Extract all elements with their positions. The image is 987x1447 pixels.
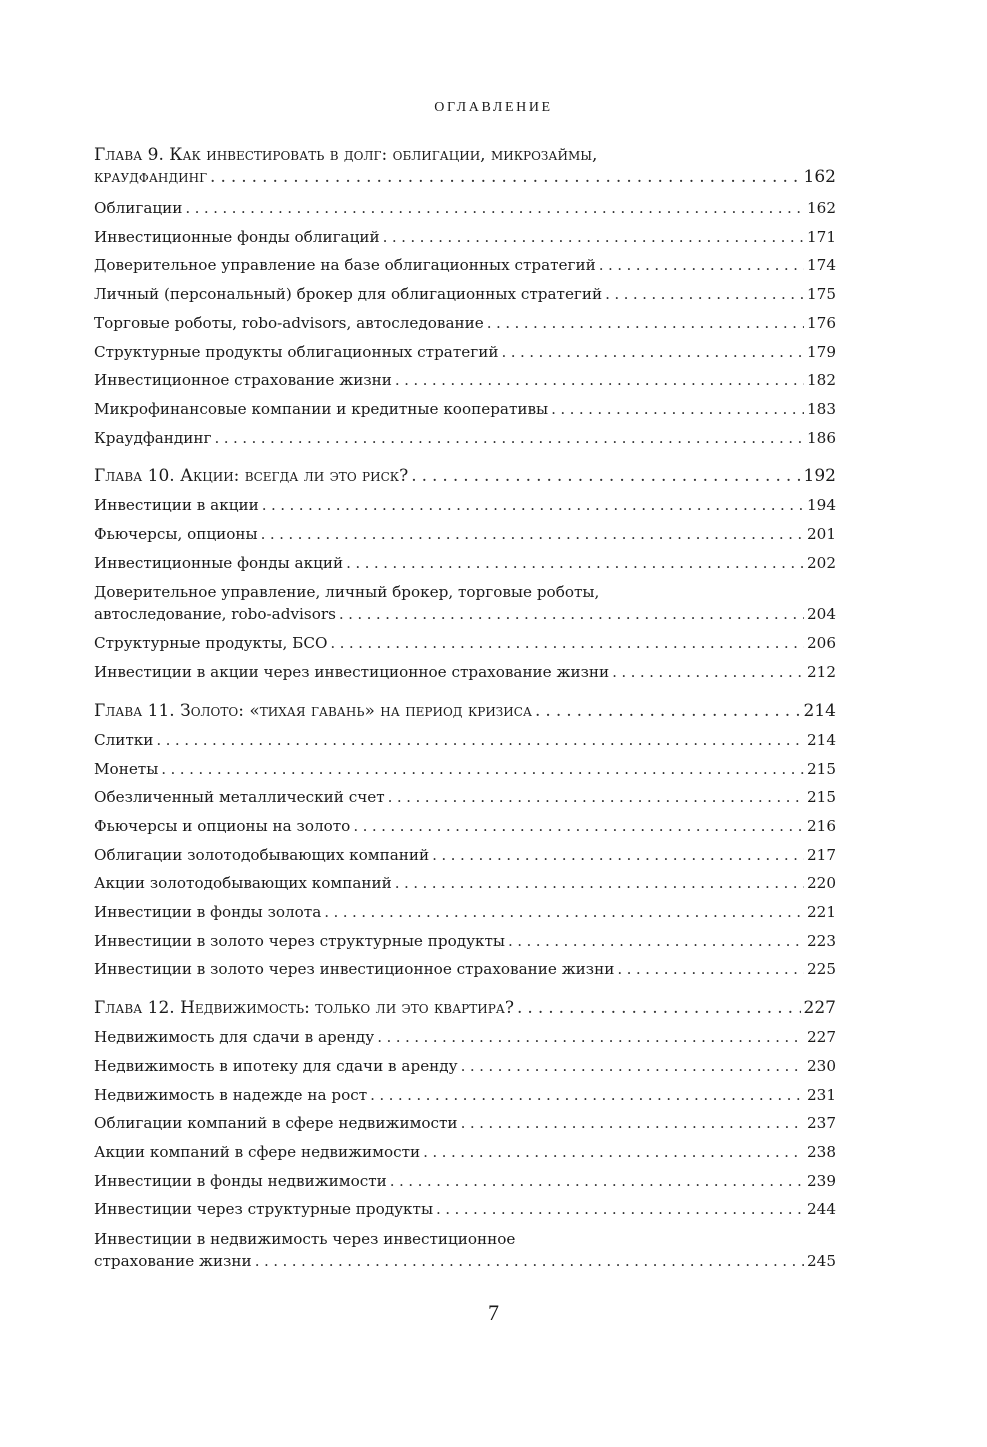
chapter-title-line2: краудфандинг [94,167,208,187]
chapter-10 [94,461,836,687]
entry-label: Торговые роботы, robo-advisors, автоследование [94,313,484,332]
dot-leader [461,1109,804,1138]
toc-entry[interactable] [94,955,836,984]
toc-entry[interactable] [94,309,836,338]
chapter-title-line1: Глава 9. Как инвестировать в долг: облигации, микрозаймы, [94,145,598,165]
toc-entry[interactable] [94,581,836,625]
entry-label: Инвестиции в фонды золота [94,903,322,922]
entry-page: 162 [807,199,836,217]
toc-entry[interactable] [94,223,836,252]
entry-page: 223 [807,931,836,950]
dot-leader [423,1138,804,1167]
chapter-title: Глава 11. Золото: «тихая гавань» на период кризиса [94,700,533,721]
dot-leader [605,280,804,309]
entry-label: Облигации [94,199,183,217]
entry-page: 220 [807,874,836,893]
entry-page: 174 [807,256,836,275]
entry-label: Монеты [94,759,159,778]
chapter-11 [94,696,836,984]
entry-label: Слитки [94,730,154,749]
entry-page: 215 [807,788,836,807]
toc-entry[interactable] [94,251,836,280]
entry-page: 175 [807,285,836,304]
toc-entry[interactable] [94,841,836,870]
entry-page: 237 [807,1114,836,1133]
toc-entry[interactable] [94,520,836,549]
dot-leader [395,366,804,395]
chapter-heading[interactable] [94,144,836,188]
dot-leader [517,993,801,1023]
entry-label-line2: автоследование, robo-advisors [94,605,336,624]
dot-leader [156,726,804,755]
toc-entry[interactable] [94,658,836,687]
toc-entry[interactable] [94,726,836,755]
toc-entry[interactable] [94,280,836,309]
dot-leader [501,338,804,367]
dot-leader [388,783,804,812]
entry-page: 217 [807,845,836,864]
toc-entry[interactable] [94,366,836,395]
entry-page: 204 [807,605,836,624]
dot-leader [395,869,804,898]
chapter-9 [94,144,836,452]
dot-leader [161,755,804,784]
entry-page: 238 [807,1142,836,1161]
toc-entry[interactable] [94,424,836,453]
entry-label: Инвестиции через структурные продукты [94,1200,434,1219]
entry-page: 179 [807,342,836,361]
entry-label-line1: Инвестиции в недвижимость через инвестиционное [94,1230,516,1249]
entry-page: 202 [807,553,836,572]
toc-entry[interactable] [94,1023,836,1052]
entry-label: Недвижимость в надежде на рост [94,1085,368,1104]
dot-leader [262,491,804,520]
dot-leader [330,629,804,658]
toc-entry[interactable] [94,1052,836,1081]
entry-page: 194 [807,496,836,515]
entry-label: Облигации компаний в сфере недвижимости [94,1114,458,1133]
entry-page: 230 [807,1056,836,1075]
dot-leader [487,309,804,338]
dot-leader [436,1195,804,1224]
dot-leader [390,1167,804,1196]
dot-leader [339,603,804,625]
dot-leader [432,841,804,870]
entry-label: Инвестиционные фонды акций [94,553,344,572]
dot-leader [353,812,804,841]
toc-entry[interactable] [94,869,836,898]
entry-page: 176 [807,313,836,332]
entry-label: Структурные продукты облигационных стратегий [94,342,499,361]
entry-label: Структурные продукты, БСО [94,634,328,653]
toc-entry[interactable] [94,927,836,956]
entry-label: Акции золотодобывающих компаний [94,874,392,893]
dot-leader [324,898,804,927]
toc-entry[interactable] [94,395,836,424]
toc-entry[interactable] [94,783,836,812]
entry-page: 244 [807,1200,836,1219]
entry-label: Инвестиционное страхование жизни [94,371,392,390]
toc-entry[interactable] [94,1228,836,1272]
dot-leader [461,1052,804,1081]
dot-leader [214,424,804,453]
dot-leader [346,549,804,578]
entry-page: 216 [807,816,836,835]
dot-leader [255,1250,804,1272]
dot-leader [210,166,801,188]
page-number: 7 [488,1300,499,1325]
page-title: ОГЛАВЛЕНИЕ [434,100,553,115]
entry-label: Недвижимость в ипотеку для сдачи в аренду [94,1056,458,1075]
entry-page: 245 [807,1252,836,1271]
dot-leader [535,696,801,726]
entry-page: 239 [807,1171,836,1190]
toc-entry[interactable] [94,1195,836,1224]
entry-label: Краудфандинг [94,428,212,447]
chapter-title: Глава 12. Недвижимость: только ли это квартира? [94,998,514,1019]
entry-label: Инвестиционные фонды облигаций [94,227,380,246]
entry-label: Инвестиции в акции [94,496,259,515]
entry-label: Микрофинансовые компании и кредитные кооперативы [94,399,549,418]
toc-entry[interactable] [94,549,836,578]
entry-label: Фьючерсы и опционы на золото [94,816,351,835]
entry-label: Фьючерсы, опционы [94,525,258,544]
chapter-heading[interactable] [94,696,836,726]
table-of-contents [94,144,836,1276]
dot-leader [377,1023,804,1052]
entry-label: Акции компаний в сфере недвижимости [94,1142,421,1161]
entry-page: 183 [807,399,836,418]
dot-leader [551,395,804,424]
toc-entry[interactable] [94,629,836,658]
entry-label: Инвестиции в фонды недвижимости [94,1171,387,1190]
toc-entry[interactable] [94,755,836,784]
entry-label: Облигации золотодобывающих компаний [94,845,430,864]
entry-page: 212 [807,663,836,682]
entry-page: 171 [807,227,836,246]
dot-leader [261,520,804,549]
toc-entry[interactable] [94,491,836,520]
chapter-title: Глава 10. Акции: всегда ли это риск? [94,466,409,487]
entry-page: 231 [807,1085,836,1104]
entry-label: Инвестиции в золото через структурные продукты [94,931,505,950]
dot-leader [411,461,800,491]
entry-label: Инвестиции в золото через инвестиционное страхование жизни [94,960,615,979]
dot-leader [185,194,804,223]
entry-page: 182 [807,371,836,390]
chapter-heading[interactable] [94,461,836,491]
toc-entry[interactable] [94,1109,836,1138]
toc-entry[interactable] [94,1138,836,1167]
dot-leader [617,955,804,984]
dot-leader [370,1081,804,1110]
entry-page: 227 [807,1028,836,1047]
entry-page: 225 [807,960,836,979]
dot-leader [508,927,804,956]
chapter-heading[interactable] [94,993,836,1023]
entry-label-line1: Доверительное управление, личный брокер, торговые роботы, [94,583,600,602]
entry-label: Недвижимость для сдачи в аренду [94,1028,375,1047]
toc-entry[interactable] [94,812,836,841]
entry-label: Обезличенный металлический счет [94,788,385,807]
entry-label: Доверительное управление на базе облигационных стратегий [94,256,596,275]
entry-label: Личный (персональный) брокер для облигационных стратегий [94,285,603,304]
entry-page: 214 [807,730,836,749]
toc-entry[interactable] [94,194,836,223]
toc-entry[interactable] [94,1081,836,1110]
entry-label-line2: страхование жизни [94,1252,252,1271]
dot-leader [612,658,804,687]
chapter-page: 162 [803,167,836,187]
toc-entry[interactable] [94,338,836,367]
entry-page: 221 [807,903,836,922]
entry-page: 206 [807,634,836,653]
dot-leader [599,251,804,280]
toc-entry[interactable] [94,898,836,927]
chapter-12 [94,993,836,1272]
chapter-page: 214 [803,700,836,721]
chapter-page: 192 [803,466,836,487]
entry-page: 201 [807,525,836,544]
chapter-page: 227 [803,998,836,1019]
toc-entry[interactable] [94,1167,836,1196]
entry-page: 186 [807,428,836,447]
dot-leader [383,223,804,252]
entry-page: 215 [807,759,836,778]
entry-label: Инвестиции в акции через инвестиционное страхование жизни [94,663,610,682]
